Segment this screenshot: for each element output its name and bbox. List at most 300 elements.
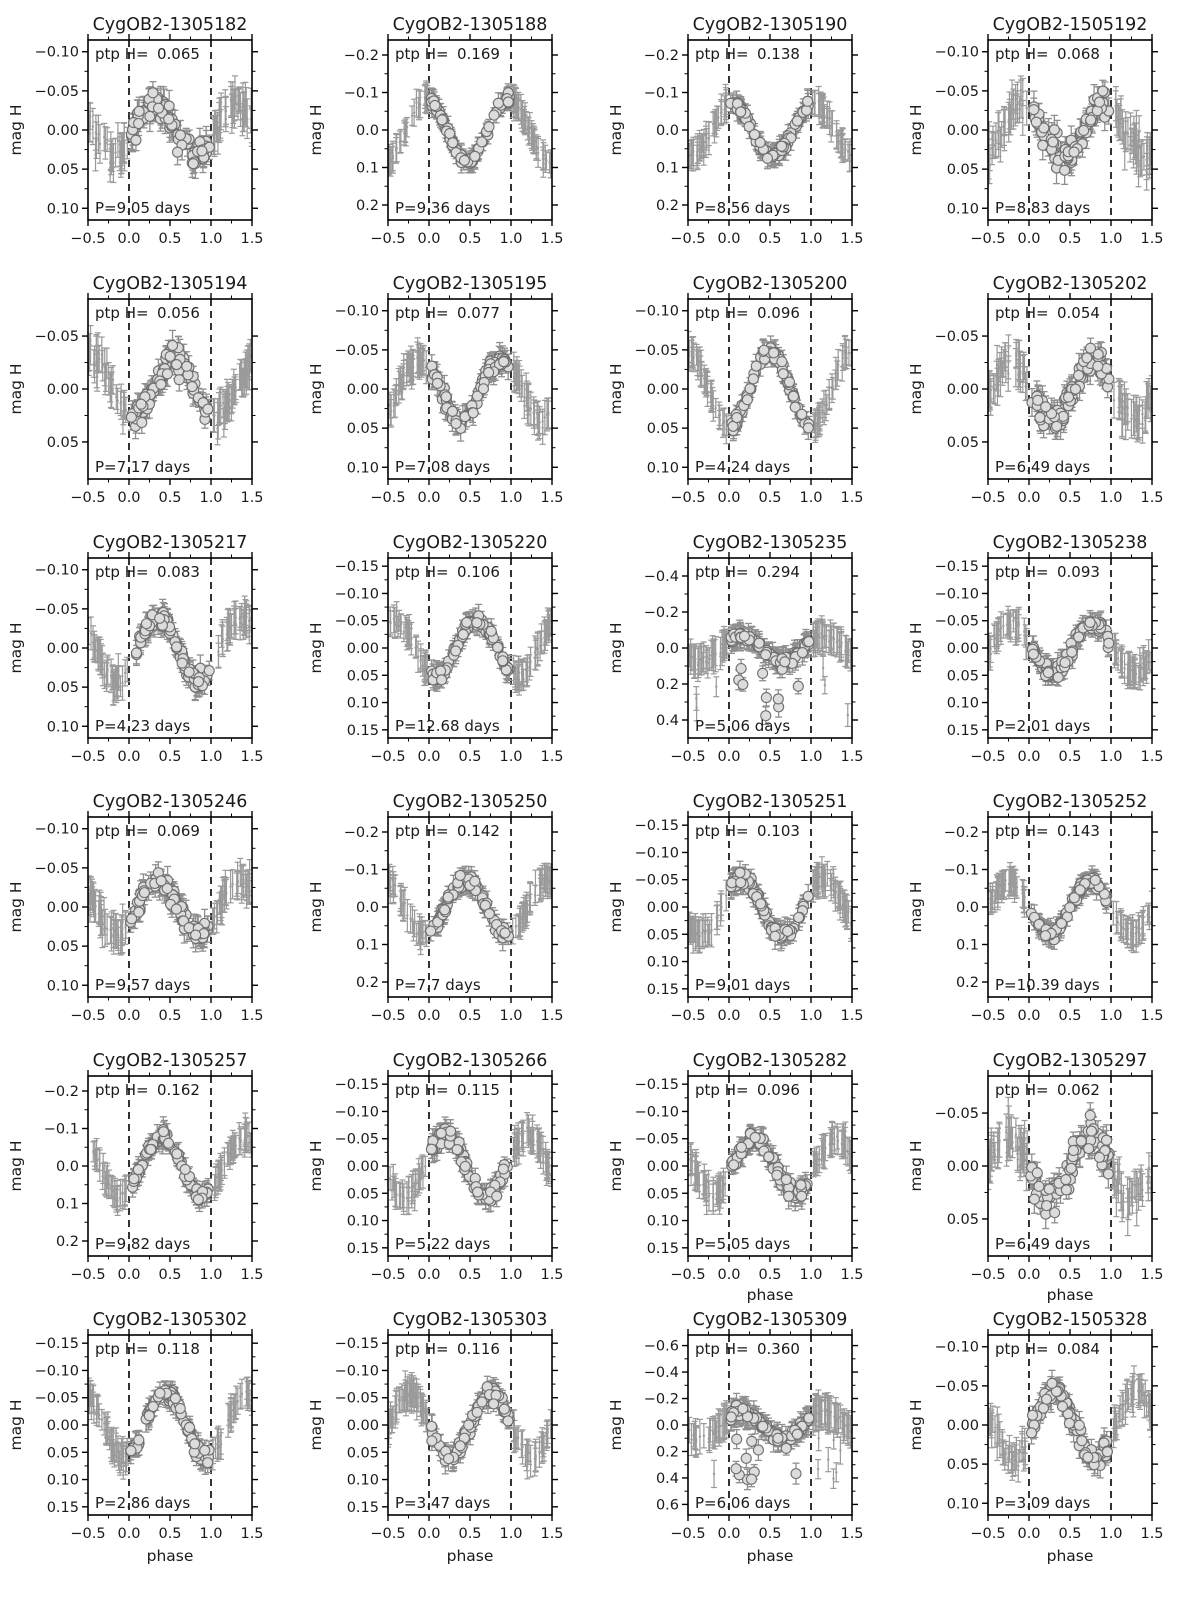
ptp-annotation: [395, 304, 500, 322]
y-tick-label: 0.05: [46, 1445, 79, 1462]
y-tick-label: −0.4: [643, 569, 679, 585]
y-axis: [944, 825, 1158, 991]
ptp-annotation: [395, 563, 500, 581]
x-tick-label: 0.0: [417, 1008, 441, 1024]
period-annotation: P=5.22 days: [395, 1235, 491, 1253]
y-tick-label: 0.10: [646, 954, 679, 971]
y-tick-label: 0.10: [346, 1472, 379, 1489]
light-curve-panel: [900, 787, 1200, 1046]
y-tick-label: 0.0: [355, 123, 379, 139]
y-tick-label: −0.05: [934, 1378, 979, 1395]
y-tick-label: 0.4: [655, 713, 679, 729]
ptp-value: 0.077: [457, 304, 500, 322]
light-curve-panel: [600, 787, 900, 1046]
y-tick-label: −0.10: [334, 586, 379, 603]
y-tick-label: −0.05: [634, 1131, 679, 1148]
y-axis-label: mag H: [307, 881, 325, 933]
x-tick-label: −0.5: [70, 231, 106, 247]
y-tick-label: −0.2: [943, 825, 979, 841]
x-tick-label: −0.5: [370, 749, 406, 765]
data-points: [126, 868, 213, 944]
x-axis-label: phase: [746, 1286, 794, 1304]
y-tick-label: 0.00: [46, 900, 79, 916]
panel-title: CygOB2-1505328: [992, 1310, 1148, 1330]
period-annotation: P=4.23 days: [95, 717, 191, 735]
x-tick-label: 0.5: [158, 1008, 182, 1024]
ptp-label: ptp H=: [995, 563, 1049, 581]
ptp-annotation: [95, 1081, 200, 1099]
y-axis-label: mag H: [607, 104, 625, 156]
panel-title: CygOB2-1305257: [92, 1051, 248, 1071]
x-tick-label: 0.0: [1017, 490, 1041, 506]
panel-title: CygOB2-1305238: [992, 533, 1148, 553]
x-tick-label: −0.5: [970, 490, 1006, 506]
x-tick-label: 0.0: [717, 1526, 741, 1542]
data-points: [131, 607, 214, 692]
x-axis-label: phase: [1046, 1547, 1094, 1565]
light-curve-panel: [600, 269, 900, 528]
x-tick-label: −0.5: [970, 1526, 1006, 1542]
y-tick-label: 0.05: [46, 680, 79, 697]
period-annotation: P=5.05 days: [695, 1235, 791, 1253]
y-tick-label: −0.05: [334, 342, 379, 359]
y-axis-label: mag H: [307, 1140, 325, 1192]
x-tick-label: 1.5: [540, 1526, 564, 1542]
panel-title: CygOB2-1305297: [992, 1051, 1148, 1071]
ptp-annotation: [395, 1081, 500, 1099]
y-axis-label: mag H: [907, 622, 925, 674]
y-tick-label: −0.05: [934, 329, 979, 346]
data-points: [1026, 873, 1111, 945]
y-tick-label: −0.2: [43, 1084, 79, 1100]
x-tick-label: 1.5: [1140, 1526, 1164, 1542]
x-tick-label: 1.0: [499, 1267, 523, 1283]
period-annotation: P=7.08 days: [395, 458, 491, 476]
x-tick-label: 1.0: [1099, 1008, 1123, 1024]
x-tick-label: 1.5: [1140, 1267, 1164, 1283]
y-tick-label: −0.1: [343, 85, 379, 102]
x-tick-label: 0.5: [158, 1267, 182, 1283]
y-tick-label: −0.10: [34, 1363, 79, 1380]
x-tick-label: 0.0: [117, 749, 141, 765]
light-curve-panel: [900, 1305, 1200, 1605]
period-annotation: P=10.39 days: [995, 976, 1100, 994]
y-tick-label: −0.05: [334, 613, 379, 630]
ptp-value: 0.106: [457, 563, 500, 581]
y-tick-label: 0.0: [355, 900, 379, 916]
period-annotation: P=3.09 days: [995, 1494, 1091, 1512]
ptp-value: 0.083: [157, 563, 200, 581]
ptp-value: 0.116: [457, 1340, 500, 1358]
y-tick-label: 0.15: [946, 722, 979, 739]
ptp-annotation: [695, 563, 800, 581]
light-curve-panel: [0, 528, 300, 787]
y-tick-label: 0.05: [946, 1457, 979, 1474]
y-tick-label: −0.10: [634, 303, 679, 320]
y-tick-label: −0.10: [334, 1363, 379, 1380]
x-tick-label: 0.0: [117, 1008, 141, 1024]
y-tick-label: 0.0: [55, 1159, 79, 1175]
ptp-label: ptp H=: [95, 1340, 149, 1358]
x-tick-label: 1.0: [799, 1008, 823, 1024]
y-tick-label: −0.10: [334, 1104, 379, 1121]
ptp-label: ptp H=: [95, 304, 149, 322]
panel-title: CygOB2-1305252: [992, 792, 1148, 812]
panel-title: CygOB2-1305188: [392, 15, 548, 35]
ptp-label: ptp H=: [95, 1081, 149, 1099]
x-tick-label: 1.5: [540, 749, 564, 765]
y-tick-label: 0.6: [655, 1497, 679, 1514]
x-tick-label: 1.0: [499, 749, 523, 765]
y-tick-label: −0.05: [34, 860, 79, 877]
x-tick-label: −0.5: [370, 490, 406, 506]
light-curve-panel: [600, 528, 900, 787]
ptp-annotation: [995, 822, 1100, 840]
ptp-label: ptp H=: [695, 822, 749, 840]
ptp-annotation: [95, 304, 200, 322]
y-tick-label: 0.05: [946, 668, 979, 685]
x-tick-label: −0.5: [670, 1267, 706, 1283]
x-tick-label: −0.5: [370, 1008, 406, 1024]
x-tick-label: 0.0: [417, 749, 441, 765]
panel-title: CygOB2-1305250: [392, 792, 548, 812]
ptp-label: ptp H=: [95, 822, 149, 840]
ptp-annotation: [695, 822, 800, 840]
x-tick-label: 0.0: [1017, 231, 1041, 247]
panel-title: CygOB2-1305302: [92, 1310, 248, 1330]
x-tick-label: 1.0: [199, 1267, 223, 1283]
y-tick-label: −0.6: [643, 1338, 679, 1355]
y-tick-label: −0.05: [34, 1390, 79, 1407]
x-tick-label: 0.0: [717, 490, 741, 506]
y-tick-label: 0.00: [346, 641, 379, 657]
x-tick-label: 0.5: [158, 231, 182, 247]
light-curve-panel: [600, 1046, 900, 1305]
x-tick-label: 1.5: [1140, 1008, 1164, 1024]
y-tick-label: 0.10: [346, 460, 379, 477]
y-tick-label: 0.10: [646, 1213, 679, 1230]
y-tick-label: −0.15: [634, 818, 679, 835]
y-axis-label: mag H: [907, 1140, 925, 1192]
panel-title: CygOB2-1305200: [692, 274, 848, 294]
ptp-annotation: [995, 563, 1100, 581]
x-tick-label: −0.5: [70, 749, 106, 765]
light-curve-panel: [300, 528, 600, 787]
y-tick-label: 0.2: [655, 677, 679, 693]
x-tick-label: −0.5: [370, 231, 406, 247]
x-tick-label: 0.5: [1058, 490, 1082, 506]
x-tick-label: 0.5: [458, 1526, 482, 1542]
svg-text:ptp H=0.169: [395, 45, 500, 63]
y-tick-label: 0.10: [946, 1496, 979, 1513]
y-axis-label: mag H: [307, 1399, 325, 1451]
light-curve-panel: [900, 1046, 1200, 1305]
y-tick-label: 0.00: [946, 641, 979, 657]
x-tick-label: 0.0: [117, 1526, 141, 1542]
x-tick-label: 0.0: [1017, 1526, 1041, 1542]
x-tick-label: 0.0: [117, 490, 141, 506]
x-tick-label: 0.5: [758, 1008, 782, 1024]
ptp-value: 0.103: [757, 822, 800, 840]
x-tick-label: 1.5: [840, 1267, 864, 1283]
y-tick-label: 0.10: [46, 978, 79, 995]
y-tick-label: 0.00: [346, 1159, 379, 1175]
light-curve-panel: [300, 1305, 600, 1605]
y-tick-label: −0.1: [643, 85, 679, 102]
x-tick-label: 1.0: [1099, 490, 1123, 506]
y-tick-label: 0.05: [346, 421, 379, 438]
x-tick-label: 1.0: [199, 231, 223, 247]
ptp-label: ptp H=: [995, 45, 1049, 63]
data-points: [1027, 343, 1114, 433]
x-tick-label: 1.0: [1099, 749, 1123, 765]
y-tick-label: −0.10: [934, 1339, 979, 1356]
y-tick-label: 0.05: [46, 434, 79, 451]
y-tick-label: −0.10: [334, 303, 379, 320]
light-curve-panel: [600, 1305, 900, 1605]
y-tick-label: 0.00: [346, 1418, 379, 1434]
x-tick-label: 1.5: [240, 1526, 264, 1542]
y-tick-label: −0.15: [634, 1077, 679, 1094]
y-axis-label: mag H: [907, 363, 925, 415]
x-tick-label: −0.5: [370, 1267, 406, 1283]
y-tick-label: 0.0: [955, 900, 979, 916]
panel-title: CygOB2-1305182: [92, 15, 248, 35]
x-tick-label: −0.5: [670, 1008, 706, 1024]
y-tick-label: 0.2: [655, 1444, 679, 1461]
x-tick-label: 1.5: [1140, 490, 1164, 506]
x-tick-label: −0.5: [670, 490, 706, 506]
x-tick-label: 1.5: [840, 490, 864, 506]
x-tick-label: 0.0: [717, 231, 741, 247]
ptp-label: ptp H=: [695, 304, 749, 322]
plot-box: [688, 817, 852, 997]
period-annotation: P=9.82 days: [95, 1235, 191, 1253]
y-axis-label: mag H: [907, 1399, 925, 1451]
ptp-label: ptp H=: [395, 45, 449, 63]
light-curve-panel: [600, 10, 900, 269]
x-tick-label: −0.5: [70, 1008, 106, 1024]
y-tick-label: 0.2: [955, 975, 979, 991]
x-tick-label: 1.5: [540, 490, 564, 506]
plot-box: [388, 558, 552, 738]
y-tick-label: 0.10: [646, 460, 679, 477]
y-tick-label: −0.10: [34, 821, 79, 838]
period-annotation: P=9.05 days: [95, 199, 191, 217]
ptp-label: ptp H=: [995, 1081, 1049, 1099]
x-tick-label: 1.5: [540, 1008, 564, 1024]
x-tick-label: 0.5: [458, 1008, 482, 1024]
ptp-annotation: [395, 1340, 500, 1358]
x-tick-label: 0.0: [417, 490, 441, 506]
y-tick-label: −0.15: [334, 1336, 379, 1353]
panel-title: CygOB2-1505192: [992, 15, 1148, 35]
period-annotation: P=7.17 days: [95, 458, 191, 476]
y-tick-label: −0.10: [34, 44, 79, 61]
x-tick-label: 1.5: [840, 1008, 864, 1024]
y-tick-label: 0.10: [346, 1213, 379, 1230]
y-tick-label: 0.00: [646, 900, 679, 916]
x-tick-label: 0.5: [1058, 231, 1082, 247]
y-tick-label: 0.10: [946, 201, 979, 218]
y-tick-label: 0.00: [46, 641, 79, 657]
y-tick-label: −0.05: [334, 1131, 379, 1148]
light-curve-panel: [0, 1305, 300, 1605]
x-tick-label: 1.5: [840, 1526, 864, 1542]
x-tick-label: 1.0: [799, 1526, 823, 1542]
x-tick-label: 0.5: [458, 749, 482, 765]
x-tick-label: 0.5: [1058, 1008, 1082, 1024]
y-axis: [335, 559, 558, 739]
data-points: [427, 1382, 515, 1466]
y-tick-label: 0.05: [646, 927, 679, 944]
y-tick-label: 0.05: [346, 1186, 379, 1203]
y-tick-label: 0.00: [946, 382, 979, 398]
y-tick-label: 0.10: [46, 719, 79, 736]
y-axis-label: mag H: [7, 622, 25, 674]
data-points: [726, 96, 814, 163]
y-tick-label: −0.10: [934, 44, 979, 61]
y-tick-label: −0.2: [643, 48, 679, 64]
x-tick-label: 1.5: [540, 1267, 564, 1283]
panel-title: CygOB2-1305266: [392, 1051, 548, 1071]
ptp-value: 0.069: [157, 822, 200, 840]
period-annotation: P=7.7 days: [395, 976, 481, 994]
y-tick-label: 0.00: [646, 1159, 679, 1175]
svg-text:ptp H=0.056: [95, 304, 200, 322]
ptp-value: 0.138: [757, 45, 800, 63]
light-curve-panel: [300, 10, 600, 269]
x-tick-label: −0.5: [370, 1526, 406, 1542]
y-tick-label: 0.2: [355, 198, 379, 214]
ptp-value: 0.096: [757, 304, 800, 322]
y-tick-label: 0.15: [646, 981, 679, 998]
y-axis-label: mag H: [607, 1140, 625, 1192]
x-tick-label: 1.0: [499, 1008, 523, 1024]
period-annotation: P=6.06 days: [695, 1494, 791, 1512]
y-axis-label: mag H: [607, 363, 625, 415]
data-points: [427, 611, 515, 685]
x-tick-label: 0.0: [117, 231, 141, 247]
light-curve-panel: [900, 528, 1200, 787]
y-tick-label: 0.05: [46, 939, 79, 956]
y-tick-label: 0.00: [946, 1159, 979, 1175]
period-annotation: P=12.68 days: [395, 717, 500, 735]
x-tick-label: −0.5: [970, 1008, 1006, 1024]
panel-title: CygOB2-1305246: [92, 792, 248, 812]
period-annotation: P=8.83 days: [995, 199, 1091, 217]
x-tick-label: 1.0: [1099, 1267, 1123, 1283]
y-axis: [35, 563, 258, 736]
y-axis: [35, 45, 258, 218]
light-curve-panel: [300, 269, 600, 528]
y-tick-label: −0.05: [334, 1390, 379, 1407]
x-tick-label: 1.5: [240, 749, 264, 765]
x-tick-label: −0.5: [70, 1526, 106, 1542]
panel-title: CygOB2-1305217: [92, 533, 248, 553]
data-points: [1026, 1378, 1112, 1470]
panel-title: CygOB2-1305282: [692, 1051, 848, 1071]
y-tick-label: −0.05: [934, 1106, 979, 1123]
y-axis-label: mag H: [307, 104, 325, 156]
x-tick-label: 0.5: [758, 1526, 782, 1542]
ptp-annotation: [395, 45, 500, 63]
y-axis-label: mag H: [607, 622, 625, 674]
y-tick-label: −0.05: [634, 342, 679, 359]
x-tick-label: 0.5: [758, 1267, 782, 1283]
light-curve-panel: [900, 10, 1200, 269]
y-axis-label: mag H: [907, 881, 925, 933]
y-tick-label: −0.2: [343, 48, 379, 64]
x-tick-label: 1.5: [240, 1008, 264, 1024]
panel-title: CygOB2-1305235: [692, 533, 848, 553]
y-tick-label: 0.05: [646, 421, 679, 438]
period-annotation: P=3.47 days: [395, 1494, 491, 1512]
x-tick-label: −0.5: [670, 1526, 706, 1542]
period-annotation: P=9.57 days: [95, 976, 191, 994]
x-tick-label: 1.0: [199, 1008, 223, 1024]
period-annotation: P=8.56 days: [695, 199, 791, 217]
panel-title: CygOB2-1305303: [392, 1310, 548, 1330]
ptp-value: 0.294: [757, 563, 800, 581]
ptp-value: 0.143: [1057, 822, 1100, 840]
x-tick-label: 1.0: [1099, 231, 1123, 247]
ptp-label: ptp H=: [95, 563, 149, 581]
x-tick-label: 1.5: [540, 231, 564, 247]
ptp-label: ptp H=: [995, 1340, 1049, 1358]
svg-text:ptp H=0.077: [395, 304, 500, 322]
y-tick-label: 0.00: [646, 382, 679, 398]
x-tick-label: 0.5: [458, 231, 482, 247]
ptp-value: 0.093: [1057, 563, 1100, 581]
ptp-label: ptp H=: [695, 1081, 749, 1099]
x-tick-label: −0.5: [670, 749, 706, 765]
x-tick-label: 0.0: [717, 1008, 741, 1024]
period-annotation: P=4.24 days: [695, 458, 791, 476]
period-annotation: P=9.01 days: [695, 976, 791, 994]
y-tick-label: 0.1: [355, 937, 379, 954]
ptp-label: ptp H=: [695, 45, 749, 63]
ptp-annotation: [695, 304, 800, 322]
panel-title: CygOB2-1305195: [392, 274, 548, 294]
ptp-label: ptp H=: [395, 1081, 449, 1099]
ptp-value: 0.096: [757, 1081, 800, 1099]
y-axis-label: mag H: [7, 881, 25, 933]
flank-errorbars: [686, 616, 854, 727]
x-tick-label: −0.5: [70, 490, 106, 506]
x-tick-label: 1.0: [799, 1267, 823, 1283]
ptp-annotation: [995, 1081, 1100, 1099]
x-tick-label: −0.5: [670, 231, 706, 247]
ptp-label: ptp H=: [995, 822, 1049, 840]
x-tick-label: −0.5: [970, 749, 1006, 765]
svg-text:ptp H=0.138: [695, 45, 800, 63]
ptp-annotation: [695, 1340, 800, 1358]
y-tick-label: −0.05: [34, 601, 79, 618]
x-tick-label: 0.5: [1058, 1526, 1082, 1542]
y-tick-label: 0.4: [655, 1470, 679, 1487]
y-axis-label: mag H: [307, 622, 325, 674]
y-tick-label: −0.15: [334, 1077, 379, 1094]
period-annotation: P=6.49 days: [995, 1235, 1091, 1253]
y-tick-label: 0.0: [655, 123, 679, 139]
y-tick-label: 0.05: [946, 162, 979, 179]
y-tick-label: 0.00: [946, 123, 979, 139]
period-annotation: P=6.49 days: [995, 458, 1091, 476]
y-axis-label: mag H: [7, 104, 25, 156]
ptp-value: 0.065: [157, 45, 200, 63]
y-tick-label: −0.05: [934, 613, 979, 630]
